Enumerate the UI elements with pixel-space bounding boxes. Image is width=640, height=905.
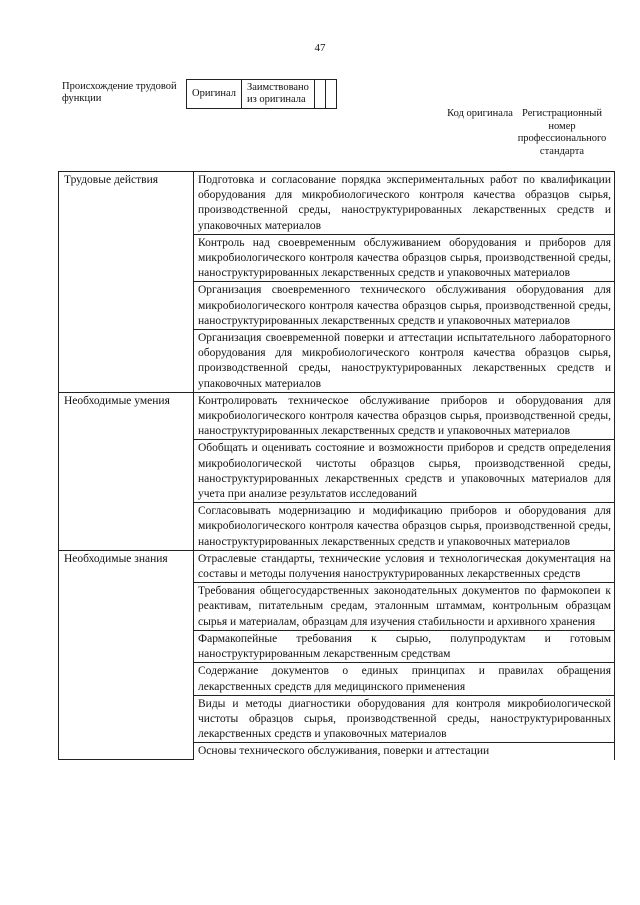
- table-row: [59, 550, 615, 582]
- origin-cell-borrowed: Заимствовано из оригинала: [242, 80, 315, 109]
- caption-reg-number: Регистрационный номер профессионального стандарта: [517, 108, 607, 157]
- origin-cell-reg-number: [325, 80, 336, 109]
- item-cell: Требования общегосударственных законодательных документов по фармокопеи к реактивам, питательным средам, эталонным штаммам, контрольным образцам сырья и материалам, образцам для изучения стабильности и архивного хранения: [194, 583, 615, 631]
- table-row: [59, 172, 615, 235]
- origin-table: [186, 79, 337, 109]
- category-cell: Необходимые умения: [59, 392, 194, 550]
- origin-label: Происхождение трудовой функции: [62, 81, 177, 104]
- table-row: [59, 392, 615, 440]
- labor-function-table: [58, 171, 615, 760]
- category-cell: Трудовые действия: [59, 172, 194, 393]
- caption-code: Код оригинала: [447, 108, 513, 119]
- item-cell: Обобщать и оценивать состояние и возможности приборов и средств определения микробиологической чистоты образцов сырья, производственной среды, наноструктурированных лекарственных средств и упаковочных материалов для учета при анализе результатов исследований: [194, 440, 615, 503]
- item-cell: Контролировать техническое обслуживание приборов и оборудования для микробиологического контроля качества образцов сырья, производственной среды, наноструктурированных лекарственных средств и упаковочных материалов: [194, 392, 615, 440]
- origin-cell-original: Оригинал: [187, 80, 242, 109]
- item-cell: Организация своевременной поверки и аттестации испытательного лабораторного оборудования для микробиологического контроля качества образцов сырья, производственной среды, наноструктурированных лекарственных средств и упаковочных материалов: [194, 330, 615, 393]
- item-cell: Основы технического обслуживания, поверки и аттестации: [194, 743, 615, 760]
- item-cell: Согласовывать модернизацию и модификацию приборов и оборудования для микробиологического контроля качества образцов сырья, производственной среды, наноструктурированных лекарственных средств и упаковочных материалов: [194, 503, 615, 551]
- item-cell: Отраслевые стандарты, технические условия и технологическая документация на составы и методы получения наноструктурированных лекарственных средств: [194, 550, 615, 582]
- item-cell: Содержание документов о единых принципах и правилах обращения лекарственных средств для медицинского применения: [194, 663, 615, 695]
- category-cell: Необходимые знания: [59, 550, 194, 759]
- page-number: 47: [314, 42, 326, 54]
- item-cell: Контроль над своевременным обслуживанием оборудования и приборов для микробиологического контроля качества образцов сырья, производственной среды, наноструктурированных лекарственных средств и упаковочных материалов: [194, 234, 615, 282]
- item-cell: Фармакопейные требования к сырью, полупродуктам и готовым наноструктурированным лекарственным средствам: [194, 630, 615, 662]
- origin-cell-code: [314, 80, 325, 109]
- item-cell: Подготовка и согласование порядка экспериментальных работ по квалификации оборудования для микробиологического контроля качества образцов сырья, производственной среды, наноструктурированных лекарственных средств и упаковочных материалов: [194, 172, 615, 235]
- item-cell: Виды и методы диагностики оборудования для контроля микробиологической чистоты образцов сырья, производственной среды, наноструктурированных лекарственных средств и упаковочных материалов: [194, 695, 615, 743]
- item-cell: Организация своевременного технического обслуживания оборудования для микробиологического контроля качества образцов сырья, производственной среды, наноструктурированных лекарственных средств и упаковочных материалов: [194, 282, 615, 330]
